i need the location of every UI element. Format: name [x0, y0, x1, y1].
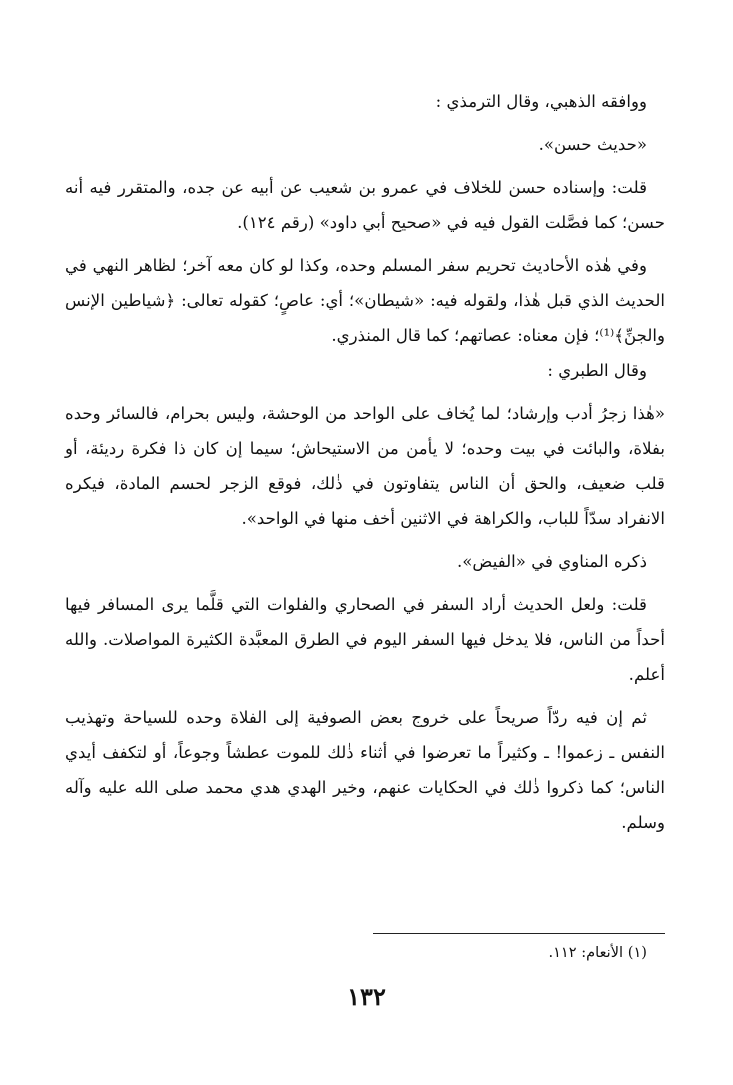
paragraph-tabari-intro: وقال الطبري : — [547, 361, 647, 380]
paragraph-hadith-hasan: «حديث حسن». — [538, 135, 647, 154]
paragraph-dhahabi-tirmidhi: ووافقه الذهبي، وقال الترمذي : — [435, 92, 647, 111]
paragraph-isnad: قلت: وإسناده حسن للخلاف في عمرو بن شعيب عن أبيه عن جده، والمتقرر فيه أنه حسن؛ كما فصَّلت القول فيه في «صحيح أبي داود» (رقم ١٢٤). — [65, 178, 665, 232]
paragraph-travel-prohibition: وفي هٰذه الأحاديث تحريم سفر المسلم وحده، وكذا لو كان معه آخر؛ لظاهر النهي في الحديث الذي قبل هٰذا، ولقوله فيه: «شيطان»؛ أي: عاصٍ؛ كقوله تعالى: ﴿شياطين الإنس والجنِّ﴾⁽¹⁾؛ فإن معناه: عصاتهم؛ كما قال المنذري. — [65, 256, 665, 345]
paragraph-desert-travel: قلت: ولعل الحديث أراد السفر في الصحاري والفلوات التي قلَّما يرى المسافر فيها أحداً من الناس، فلا يدخل فيها السفر اليوم في الطرق المعبَّدة الكثيرة المواصلات. والله أعلم. — [65, 595, 665, 684]
paragraph-munawi: ذكره المناوي في «الفيض». — [456, 552, 647, 571]
page-number: ١٣٢ — [347, 982, 386, 1011]
paragraph-sufi-rebuttal: ثم إن فيه ردّاً صريحاً على خروج بعض الصوفية إلى الفلاة وحده للسياحة وتهذيب النفس ـ زعموا! ـ وكثيراً ما تعرضوا في أثناء ذٰلك للموت عطشاً وجوعاً، أو لتكفف أيدي الناس؛ كما ذكروا ذٰلك في الحكايات عنهم، وخير الهدي هدي محمد صلى الله عليه وآله وسلم. — [65, 708, 665, 832]
footnote: (١) الأنعام: ١١٢. — [548, 944, 647, 961]
footnote-divider — [373, 933, 665, 934]
main-text — [65, 84, 665, 840]
paragraph-tabari-quote: «هٰذا زجرُ أدب وإرشاد؛ لما يُخاف على الواحد من الوحشة، وليس بحرام، فالسائر وحده بفلاة، والبائت في بيت وحده؛ لا يأمن من الاستيحاش؛ سيما إن كان ذا فكرة رديئة، أو قلب ضعيف، والحق أن الناس يتفاوتون في ذٰلك، فوقع الزجر لحسم المادة، فيكره الانفراد سدّاً للباب، والكراهة في الاثنين أخف منها في الواحد». — [65, 404, 665, 528]
